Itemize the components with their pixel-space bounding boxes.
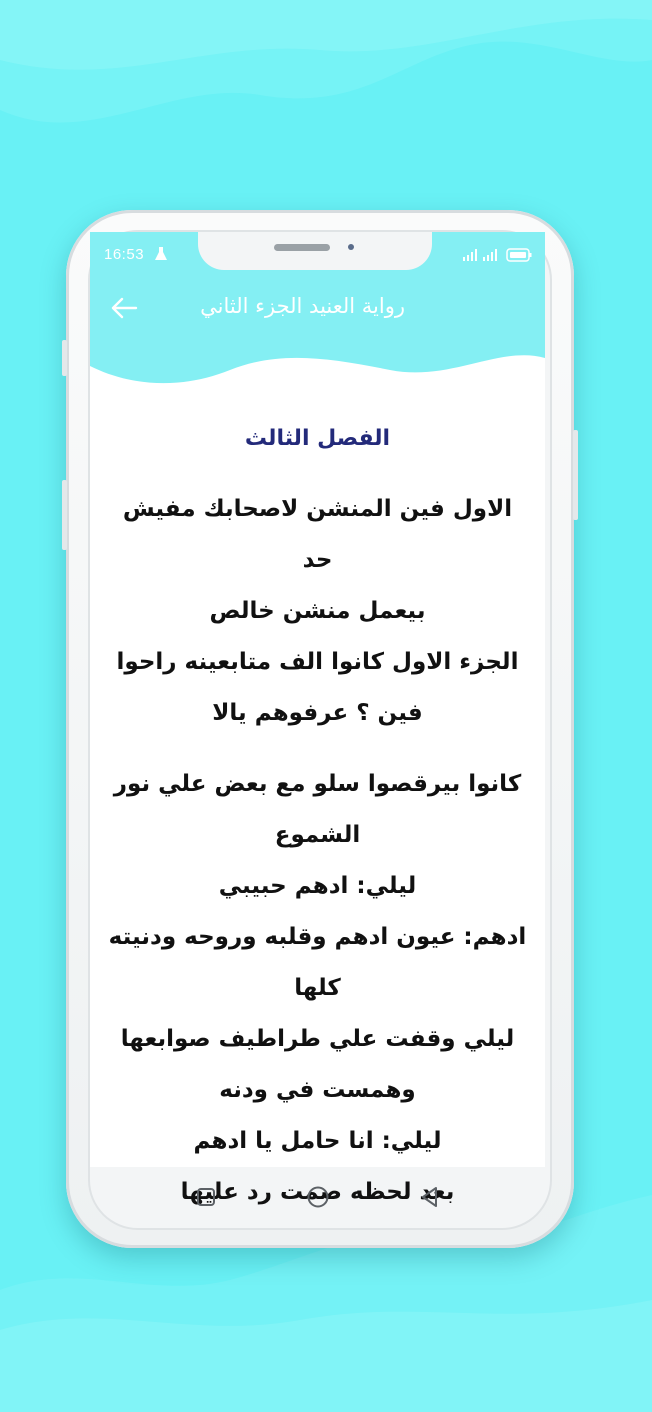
text-line: بيعمل منشن خالص — [209, 598, 426, 624]
reading-content[interactable] — [90, 406, 545, 1205]
text-line: ليلي: ادهم حبيبي — [218, 873, 417, 899]
camera-notch — [198, 232, 432, 270]
text-line: الشموع — [274, 822, 361, 848]
app-title: رواية العنيد الجزء الثاني — [200, 294, 405, 318]
text-line: وهمست في ودنه — [219, 1077, 416, 1103]
status-time: 16:53 — [104, 246, 145, 263]
text-line: ادهم: عيون ادهم وقلبه وروحه ودنيته — [108, 924, 527, 950]
text-line: فين ؟ عرفوهم يالا — [212, 700, 423, 726]
earpiece-speaker — [274, 244, 330, 251]
paragraph-2 — [104, 759, 531, 1218]
text-line: كلها — [294, 975, 341, 1001]
back-arrow-icon[interactable] — [108, 294, 140, 322]
phone-side-button-left — [62, 340, 67, 376]
circle-home-icon[interactable] — [304, 1183, 332, 1211]
text-line: الاول فين المنشن لاصحابك مفيش حد — [122, 496, 513, 573]
chapter-title: الفصل الثالث — [244, 426, 391, 451]
phone-screen — [90, 232, 545, 1205]
phone-side-button-right — [573, 430, 578, 520]
battery-icon — [507, 249, 532, 261]
triangle-back-icon[interactable] — [416, 1183, 444, 1211]
phone-side-button-left-2 — [62, 480, 67, 550]
system-nav-bar — [90, 1167, 545, 1227]
text-line: الجزء الاول كانوا الف متابعينه راحوا — [116, 649, 519, 675]
front-camera — [348, 244, 354, 250]
text-line: ليلي: انا حامل يا ادهم — [193, 1128, 442, 1154]
text-line: ليلي وقفت علي طراطيف صوابعها — [120, 1026, 515, 1052]
app-bar — [90, 232, 545, 406]
cell-signal-icon — [463, 249, 497, 261]
status-right-icons — [463, 248, 533, 262]
lab-flask-icon — [154, 246, 168, 262]
text-line: كانوا بيرقصوا سلو مع بعض علي نور — [113, 771, 522, 797]
square-recents-icon[interactable] — [192, 1183, 220, 1211]
paragraph-1 — [104, 484, 531, 739]
app-bar-wave — [90, 340, 545, 410]
text-line: بعد لحظه صمت رد عليها — [180, 1179, 455, 1205]
